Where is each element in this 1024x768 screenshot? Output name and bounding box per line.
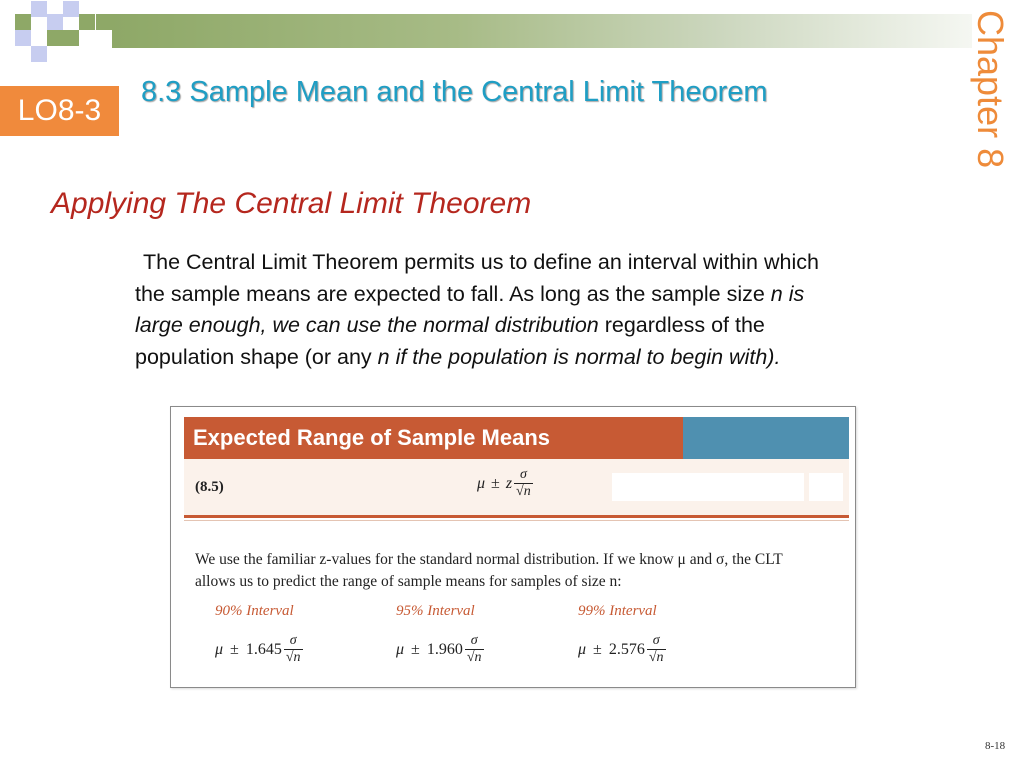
- mu-symbol: μ: [396, 640, 405, 658]
- sigma-symbol: σ: [519, 467, 527, 482]
- paragraph-line: The Central Limit Theorem permits us to define an interval within which: [143, 250, 819, 274]
- sigma-over-root-n: [465, 633, 484, 666]
- deco-square: [31, 1, 47, 17]
- chapter-label: [968, 10, 1012, 200]
- sqrt-n: √n: [285, 650, 301, 665]
- deco-square: [47, 14, 63, 30]
- mu-symbol: μ: [215, 640, 224, 658]
- plus-minus-symbol: ±: [593, 640, 602, 658]
- z-value: 1.645: [245, 640, 282, 658]
- equation-number: (8.5): [195, 479, 224, 495]
- sqrt-n: √n: [648, 650, 664, 665]
- plus-minus-symbol: ±: [230, 640, 239, 658]
- sqrt-n: √n: [516, 484, 531, 499]
- interval-formula-99: [578, 633, 666, 666]
- deco-square: [47, 30, 63, 46]
- deco-square: [15, 14, 31, 30]
- deco-square: [96, 14, 112, 30]
- sigma-over-root-n: [647, 633, 666, 666]
- panel-divider-thin: [184, 520, 849, 521]
- header-gradient-bar: [112, 14, 972, 48]
- plus-minus-symbol: ±: [491, 474, 500, 492]
- interval-label-90: 90% Interval: [215, 603, 294, 619]
- deco-square: [79, 14, 95, 30]
- paragraph-line: the sample means are expected to fall. As long as the sample size n is: [135, 281, 805, 306]
- mu-symbol: μ: [578, 640, 587, 658]
- equation-highlight: [809, 473, 843, 501]
- panel-header-title: Expected Range of Sample Means: [193, 425, 550, 450]
- deco-square: [31, 46, 47, 62]
- chapter-text: Chapter 8: [970, 10, 1011, 169]
- panel-body-line: allows us to predict the range of sample means for samples of size n:: [195, 573, 622, 590]
- sigma-symbol: σ: [652, 633, 660, 648]
- interval-label-99: 99% Interval: [578, 603, 657, 619]
- body-paragraph: [135, 247, 955, 373]
- slide-title: 8.3 Sample Mean and the Central Limit Theorem: [141, 76, 768, 108]
- sigma-symbol: σ: [289, 633, 297, 648]
- paragraph-line: large enough, we can use the normal distribution regardless of the: [135, 313, 765, 337]
- interval-label-95: 95% Interval: [396, 603, 475, 619]
- panel-body-line: We use the familiar z-values for the standard normal distribution. If we know μ and σ, the CLT: [195, 551, 783, 568]
- mu-symbol: μ: [477, 474, 486, 492]
- sqrt-n: √n: [466, 650, 482, 665]
- expected-range-panel: [170, 406, 856, 688]
- deco-square: [63, 1, 79, 17]
- deco-square: [63, 30, 79, 46]
- sigma-over-root-n: [284, 633, 303, 666]
- z-value: 1.960: [426, 640, 463, 658]
- sigma-symbol: σ: [470, 633, 478, 648]
- z-value: 2.576: [608, 640, 645, 658]
- equation-highlight: [612, 473, 804, 501]
- paragraph-line: population shape (or any n if the population is normal to begin with).: [135, 344, 781, 369]
- lo-badge: LO8-3: [0, 86, 119, 136]
- sigma-over-root-n: [514, 467, 533, 500]
- z-symbol: z: [505, 474, 513, 492]
- interval-formula-90: [215, 633, 303, 666]
- page-number: 8-18: [985, 740, 1006, 752]
- plus-minus-symbol: ±: [411, 640, 420, 658]
- slide-subtitle: Applying The Central Limit Theorem: [51, 187, 532, 220]
- deco-square: [15, 30, 31, 46]
- interval-formula-95: [396, 633, 484, 666]
- panel-divider: [184, 515, 849, 518]
- panel-header-accent: [683, 417, 849, 459]
- main-formula: [477, 467, 533, 500]
